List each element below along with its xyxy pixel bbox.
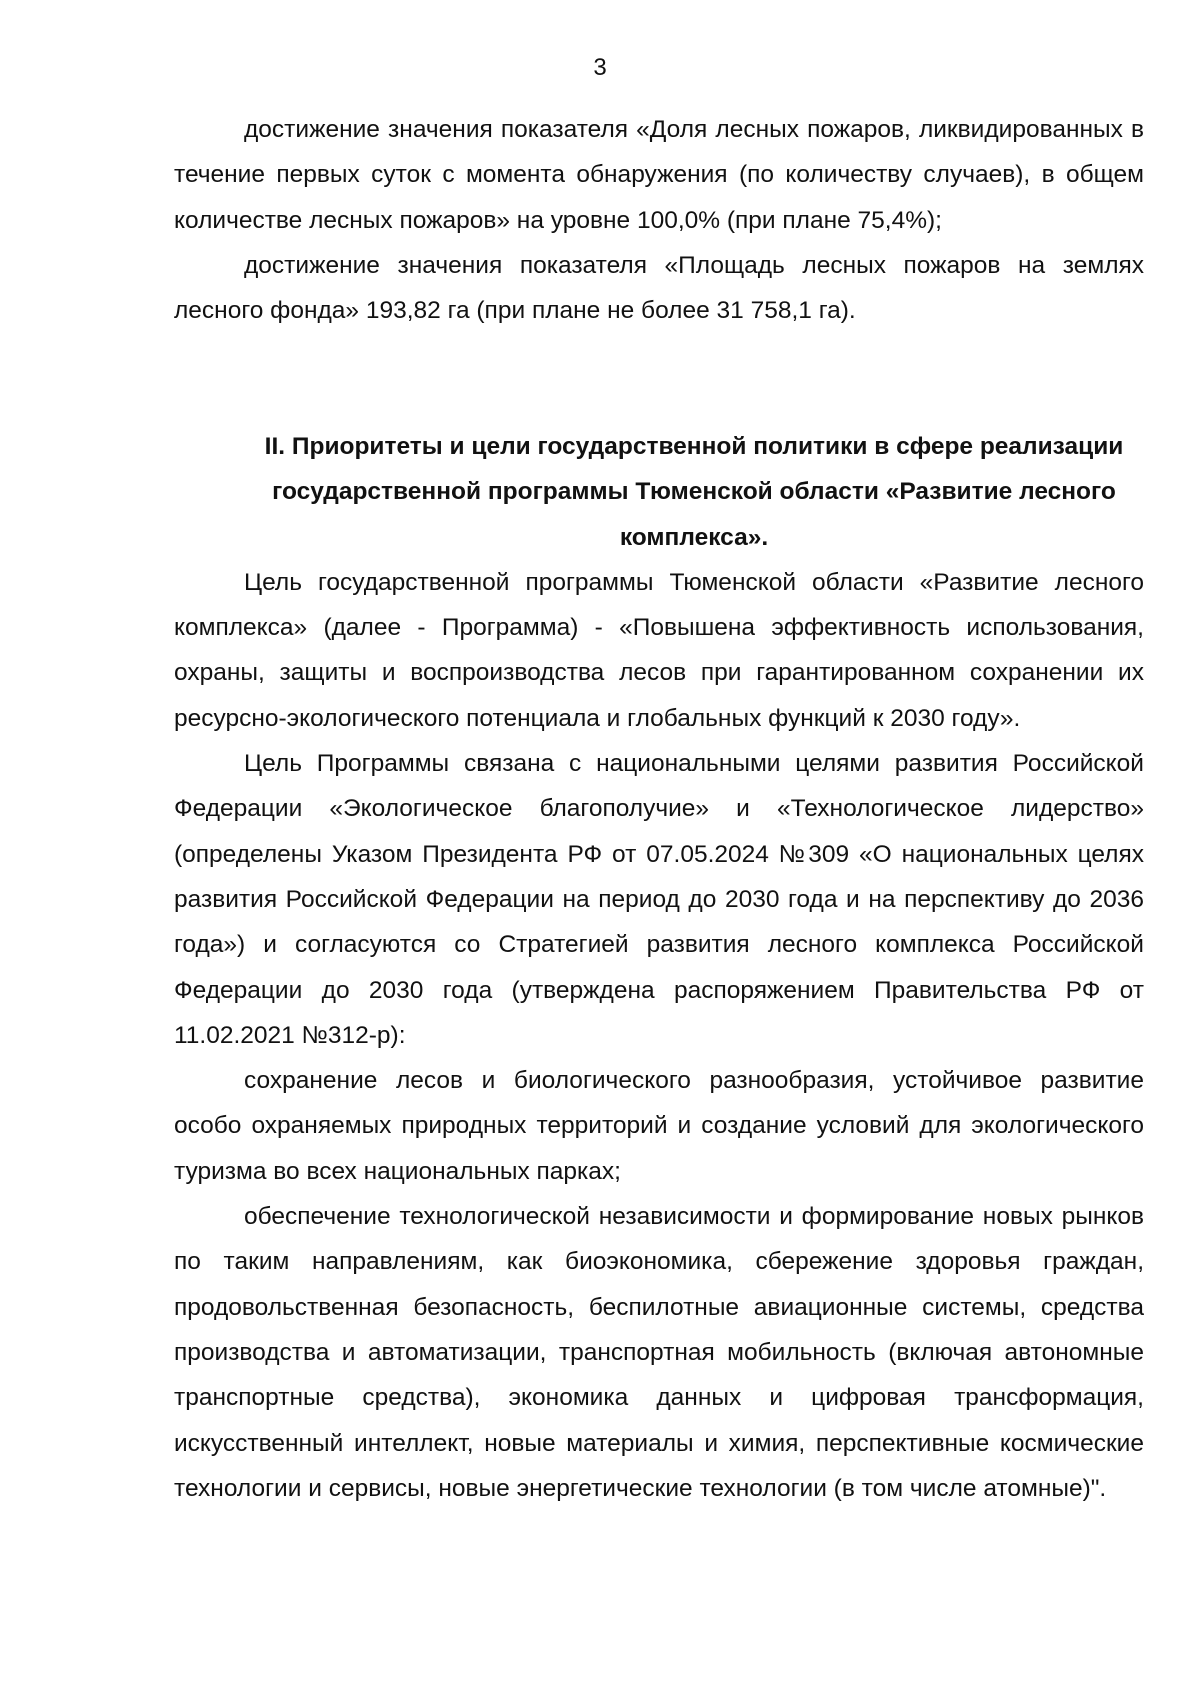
paragraph-fire-area-indicator: достижение значения показателя «Площадь лесных пожаров на землях лесного фонда» 193,82 га (при плане не более 31 758,1 га). xyxy=(174,251,1144,325)
paragraph-technological-independence: обеспечение технологической независимости и формирование новых рынков по таким направлениям, как биоэкономика, сбережение здоровья граждан, продовольственная безопасность, беспилотные авиационные системы, средства производства и автоматизации, транспортная мобильность (включая автономные транспортные средства), экономика данных и цифровая трансформация, искусственный интеллект, новые материалы и химия, перспективные космические технологии и сервисы, новые энергетические технологии (в том числе атомные)". xyxy=(174,1203,1144,1502)
paragraph-program-goal: Цель государственной программы Тюменской области «Развитие лесного комплекса» (далее - Программа) - «Повышена эффективность использования, охраны, защиты и воспроизводства лесов при гарантированном сохранении их ресурсно-экологического потенциала и глобальных функций к 2030 году». xyxy=(174,568,1144,732)
indicator-paragraphs xyxy=(174,107,1144,333)
page-number: 3 xyxy=(593,54,607,81)
section-heading: II. Приоритеты и цели государственной политики в сфере реализации государственной программы Тюменской области «Развитие лесного комплекса». xyxy=(264,433,1124,551)
section-priorities xyxy=(174,424,1144,1511)
paragraph-forest-preservation: сохранение лесов и биологического разнообразия, устойчивое развитие особо охраняемых природных территорий и создание условий для экологического туризма во всех национальных парках; xyxy=(174,1067,1144,1185)
paragraph-national-goals: Цель Программы связана с национальными целями развития Российской Федерации «Экологическое благополучие» и «Технологическое лидерство» (определены Указом Президента РФ от 07.05.2024 №309 «О национальных целях развития Российской Федерации на период до 2030 года и на перспективу до 2036 года») и согласуются со Стратегией развития лесного комплекса Российской Федерации до 2030 года (утверждена распоряжением Правительства РФ от 11.02.2021 №312-р): xyxy=(174,750,1144,1049)
paragraph-fire-share-indicator: достижение значения показателя «Доля лесных пожаров, ликвидированных в течение первых суток с момента обнаружения (по количеству случаев), в общем количестве лесных пожаров» на уровне 100,0% (при плане 75,4%); xyxy=(174,116,1144,234)
